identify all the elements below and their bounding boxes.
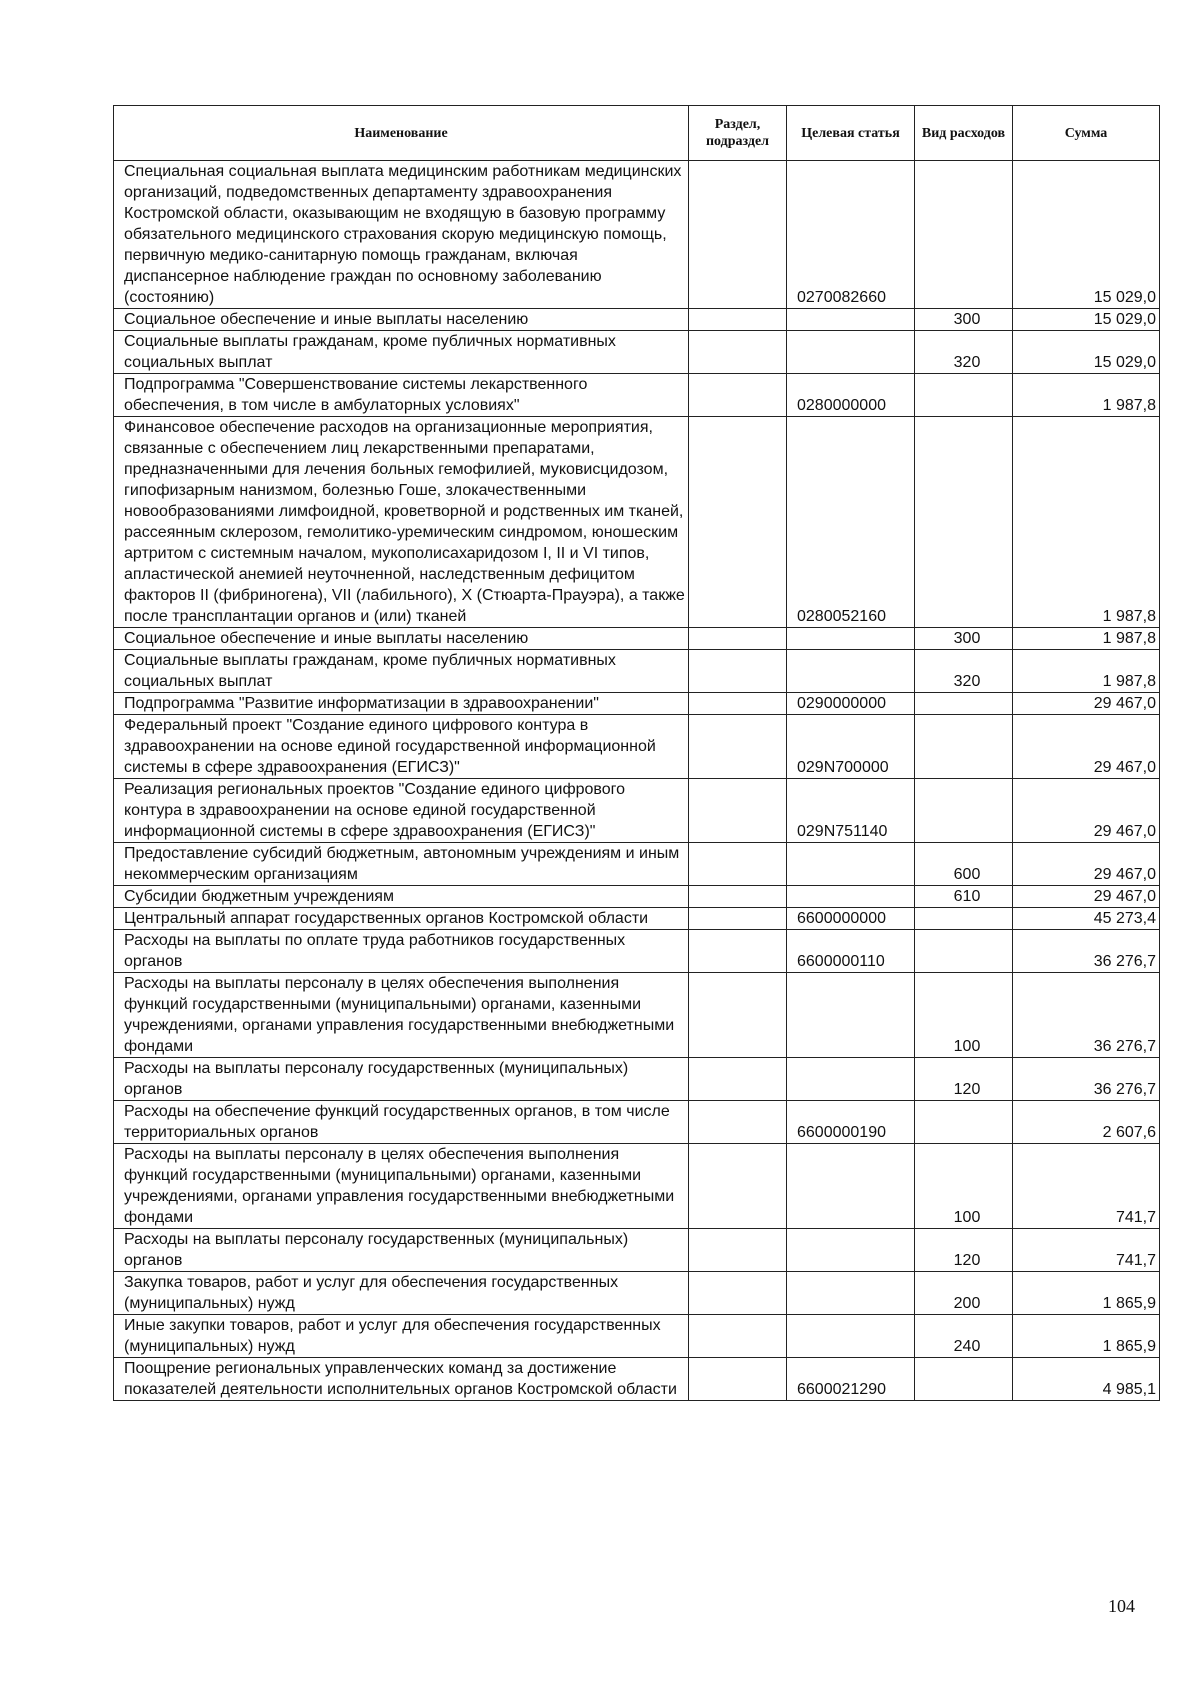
table-row xyxy=(114,374,1160,417)
header-name: Наименование xyxy=(114,106,689,161)
row-amount-cell: 36 276,7 xyxy=(1013,973,1160,1058)
row-name-cell: Закупка товаров, работ и услуг для обеспечения государственных (муниципальных) нужд xyxy=(114,1272,689,1315)
row-amount-cell: 36 276,7 xyxy=(1013,930,1160,973)
row-name-cell: Расходы на выплаты персоналу государственных (муниципальных) органов xyxy=(114,1058,689,1101)
row-code-cell xyxy=(787,1144,915,1229)
row-kind-cell xyxy=(915,1358,1013,1401)
row-code-cell: 6600021290 xyxy=(787,1358,915,1401)
row-code-cell xyxy=(787,650,915,693)
row-name-cell: Расходы на выплаты персоналу в целях обеспечения выполнения функций государственными (муниципальными) органами, казенными учреждениями, органами управления государственными внебюджетными фондами xyxy=(114,1144,689,1229)
row-code-cell xyxy=(787,843,915,886)
row-name-cell: Подпрограмма "Развитие информатизации в здравоохранении" xyxy=(114,693,689,715)
row-section-cell xyxy=(689,779,787,843)
row-code-cell xyxy=(787,973,915,1058)
row-section-cell xyxy=(689,843,787,886)
row-section-cell xyxy=(689,715,787,779)
row-code-cell: 6600000110 xyxy=(787,930,915,973)
row-name-cell: Поощрение региональных управленческих команд за достижение показателей деятельности исполнительных органов Костромской области xyxy=(114,1358,689,1401)
row-section-cell xyxy=(689,1358,787,1401)
header-target: Целевая статья xyxy=(787,106,915,161)
row-code-cell xyxy=(787,1315,915,1358)
table-row xyxy=(114,1315,1160,1358)
table-body xyxy=(114,161,1160,1401)
row-amount-cell: 29 467,0 xyxy=(1013,715,1160,779)
row-kind-cell xyxy=(915,715,1013,779)
row-code-cell: 0280000000 xyxy=(787,374,915,417)
table-row xyxy=(114,973,1160,1058)
row-name-cell: Финансовое обеспечение расходов на организационные мероприятия, связанные с обеспечением лиц лекарственными препаратами, предназначенными для лечения больных гемофилией, муковисцидозом, гипофизарным нанизмом, болезнью Гоше, злокачественными новообразованиями лимфоидной, кроветворной и родственных им тканей, рассеянным склерозом, гемолитико-уремическим синдромом, юношеским артритом с системным началом, мукополисахаридозом I, II и VI типов, апластической анемией неуточненной, наследственным дефицитом факторов II (фибриногена), VII (лабильного), X (Стюарта-Прауэра), а также после трансплантации органов и (или) тканей xyxy=(114,417,689,628)
row-amount-cell: 15 029,0 xyxy=(1013,309,1160,331)
row-name-cell: Расходы на выплаты персоналу государственных (муниципальных) органов xyxy=(114,1229,689,1272)
row-amount-cell: 45 273,4 xyxy=(1013,908,1160,930)
budget-table xyxy=(113,105,1160,1401)
row-code-cell: 6600000000 xyxy=(787,908,915,930)
table-row xyxy=(114,628,1160,650)
table-row xyxy=(114,1144,1160,1229)
row-name-cell: Субсидии бюджетным учреждениям xyxy=(114,886,689,908)
row-amount-cell: 4 985,1 xyxy=(1013,1358,1160,1401)
row-code-cell: 029N700000 xyxy=(787,715,915,779)
row-section-cell xyxy=(689,374,787,417)
row-section-cell xyxy=(689,908,787,930)
row-kind-cell xyxy=(915,779,1013,843)
row-section-cell xyxy=(689,1101,787,1144)
row-kind-cell xyxy=(915,930,1013,973)
row-name-cell: Реализация региональных проектов "Создание единого цифрового контура в здравоохранении на основе единой государственной информационной системы в сфере здравоохранения (ЕГИСЗ)" xyxy=(114,779,689,843)
row-code-cell xyxy=(787,886,915,908)
row-kind-cell: 600 xyxy=(915,843,1013,886)
table-row xyxy=(114,779,1160,843)
row-amount-cell: 1 987,8 xyxy=(1013,417,1160,628)
row-name-cell: Социальное обеспечение и иные выплаты населению xyxy=(114,309,689,331)
row-section-cell xyxy=(689,1315,787,1358)
row-name-cell: Социальные выплаты гражданам, кроме публичных нормативных социальных выплат xyxy=(114,650,689,693)
row-section-cell xyxy=(689,973,787,1058)
row-kind-cell: 120 xyxy=(915,1058,1013,1101)
row-code-cell xyxy=(787,1229,915,1272)
table-row xyxy=(114,161,1160,309)
row-code-cell xyxy=(787,628,915,650)
table-row xyxy=(114,417,1160,628)
table-row xyxy=(114,693,1160,715)
table-row xyxy=(114,843,1160,886)
row-kind-cell xyxy=(915,1101,1013,1144)
header-section: Раздел, подраздел xyxy=(689,106,787,161)
row-code-cell xyxy=(787,309,915,331)
row-amount-cell: 15 029,0 xyxy=(1013,331,1160,374)
row-kind-cell: 300 xyxy=(915,628,1013,650)
table-row xyxy=(114,309,1160,331)
row-kind-cell: 320 xyxy=(915,650,1013,693)
row-code-cell xyxy=(787,1272,915,1315)
row-section-cell xyxy=(689,1229,787,1272)
row-section-cell xyxy=(689,886,787,908)
row-kind-cell xyxy=(915,908,1013,930)
row-amount-cell: 29 467,0 xyxy=(1013,779,1160,843)
row-section-cell xyxy=(689,1272,787,1315)
row-kind-cell: 610 xyxy=(915,886,1013,908)
row-code-cell xyxy=(787,1058,915,1101)
row-code-cell: 6600000190 xyxy=(787,1101,915,1144)
row-code-cell: 029N751140 xyxy=(787,779,915,843)
row-amount-cell: 36 276,7 xyxy=(1013,1058,1160,1101)
table-row xyxy=(114,1229,1160,1272)
row-amount-cell: 2 607,6 xyxy=(1013,1101,1160,1144)
table-row xyxy=(114,331,1160,374)
header-amount: Сумма xyxy=(1013,106,1160,161)
row-code-cell xyxy=(787,331,915,374)
row-name-cell: Расходы на выплаты персоналу в целях обеспечения выполнения функций государственными (муниципальными) органами, казенными учреждениями, органами управления государственными внебюджетными фондами xyxy=(114,973,689,1058)
table-row xyxy=(114,1358,1160,1401)
header-kind: Вид расходов xyxy=(915,106,1013,161)
row-section-cell xyxy=(689,309,787,331)
row-name-cell: Расходы на выплаты по оплате труда работников государственных органов xyxy=(114,930,689,973)
row-amount-cell: 29 467,0 xyxy=(1013,843,1160,886)
row-kind-cell xyxy=(915,417,1013,628)
row-section-cell xyxy=(689,1144,787,1229)
row-amount-cell: 15 029,0 xyxy=(1013,161,1160,309)
row-section-cell xyxy=(689,650,787,693)
row-name-cell: Социальные выплаты гражданам, кроме публичных нормативных социальных выплат xyxy=(114,331,689,374)
row-amount-cell: 741,7 xyxy=(1013,1229,1160,1272)
row-amount-cell: 1 987,8 xyxy=(1013,374,1160,417)
row-code-cell: 0270082660 xyxy=(787,161,915,309)
row-kind-cell: 300 xyxy=(915,309,1013,331)
row-name-cell: Федеральный проект "Создание единого цифрового контура в здравоохранении на основе единой государственной информационной системы в сфере здравоохранения (ЕГИСЗ)" xyxy=(114,715,689,779)
row-amount-cell: 29 467,0 xyxy=(1013,886,1160,908)
row-name-cell: Расходы на обеспечение функций государственных органов, в том числе территориальных органов xyxy=(114,1101,689,1144)
row-section-cell xyxy=(689,1058,787,1101)
row-section-cell xyxy=(689,161,787,309)
table-row xyxy=(114,650,1160,693)
row-kind-cell: 320 xyxy=(915,331,1013,374)
row-section-cell xyxy=(689,693,787,715)
row-section-cell xyxy=(689,930,787,973)
row-amount-cell: 1 865,9 xyxy=(1013,1315,1160,1358)
row-amount-cell: 1 987,8 xyxy=(1013,628,1160,650)
row-kind-cell xyxy=(915,161,1013,309)
row-kind-cell xyxy=(915,374,1013,417)
table-row xyxy=(114,1058,1160,1101)
table-row xyxy=(114,715,1160,779)
row-kind-cell xyxy=(915,693,1013,715)
row-amount-cell: 1 865,9 xyxy=(1013,1272,1160,1315)
row-name-cell: Подпрограмма "Совершенствование системы лекарственного обеспечения, в том числе в амбулаторных условиях" xyxy=(114,374,689,417)
table-header-row xyxy=(114,106,1160,161)
row-name-cell: Предоставление субсидий бюджетным, автономным учреждениям и иным некоммерческим организациям xyxy=(114,843,689,886)
table-row xyxy=(114,908,1160,930)
row-amount-cell: 1 987,8 xyxy=(1013,650,1160,693)
row-kind-cell: 240 xyxy=(915,1315,1013,1358)
row-code-cell: 0280052160 xyxy=(787,417,915,628)
table-row xyxy=(114,930,1160,973)
row-section-cell xyxy=(689,417,787,628)
row-amount-cell: 29 467,0 xyxy=(1013,693,1160,715)
table-row xyxy=(114,886,1160,908)
row-name-cell: Центральный аппарат государственных органов Костромской области xyxy=(114,908,689,930)
row-kind-cell: 100 xyxy=(915,973,1013,1058)
row-name-cell: Специальная социальная выплата медицинским работникам медицинских организаций, подведомственных департаменту здравоохранения Костромской области, оказывающим не входящую в базовую программу обязательного медицинского страхования скорую медицинскую помощь, первичную медико-санитарную помощь гражданам, включая диспансерное наблюдение граждан по основному заболеванию (состоянию) xyxy=(114,161,689,309)
row-name-cell: Иные закупки товаров, работ и услуг для обеспечения государственных (муниципальных) нужд xyxy=(114,1315,689,1358)
row-kind-cell: 100 xyxy=(915,1144,1013,1229)
row-code-cell: 0290000000 xyxy=(787,693,915,715)
row-amount-cell: 741,7 xyxy=(1013,1144,1160,1229)
row-name-cell: Социальное обеспечение и иные выплаты населению xyxy=(114,628,689,650)
page-number: 104 xyxy=(1108,1596,1135,1616)
row-section-cell xyxy=(689,628,787,650)
row-kind-cell: 120 xyxy=(915,1229,1013,1272)
table-row xyxy=(114,1101,1160,1144)
table-row xyxy=(114,1272,1160,1315)
row-section-cell xyxy=(689,331,787,374)
row-kind-cell: 200 xyxy=(915,1272,1013,1315)
